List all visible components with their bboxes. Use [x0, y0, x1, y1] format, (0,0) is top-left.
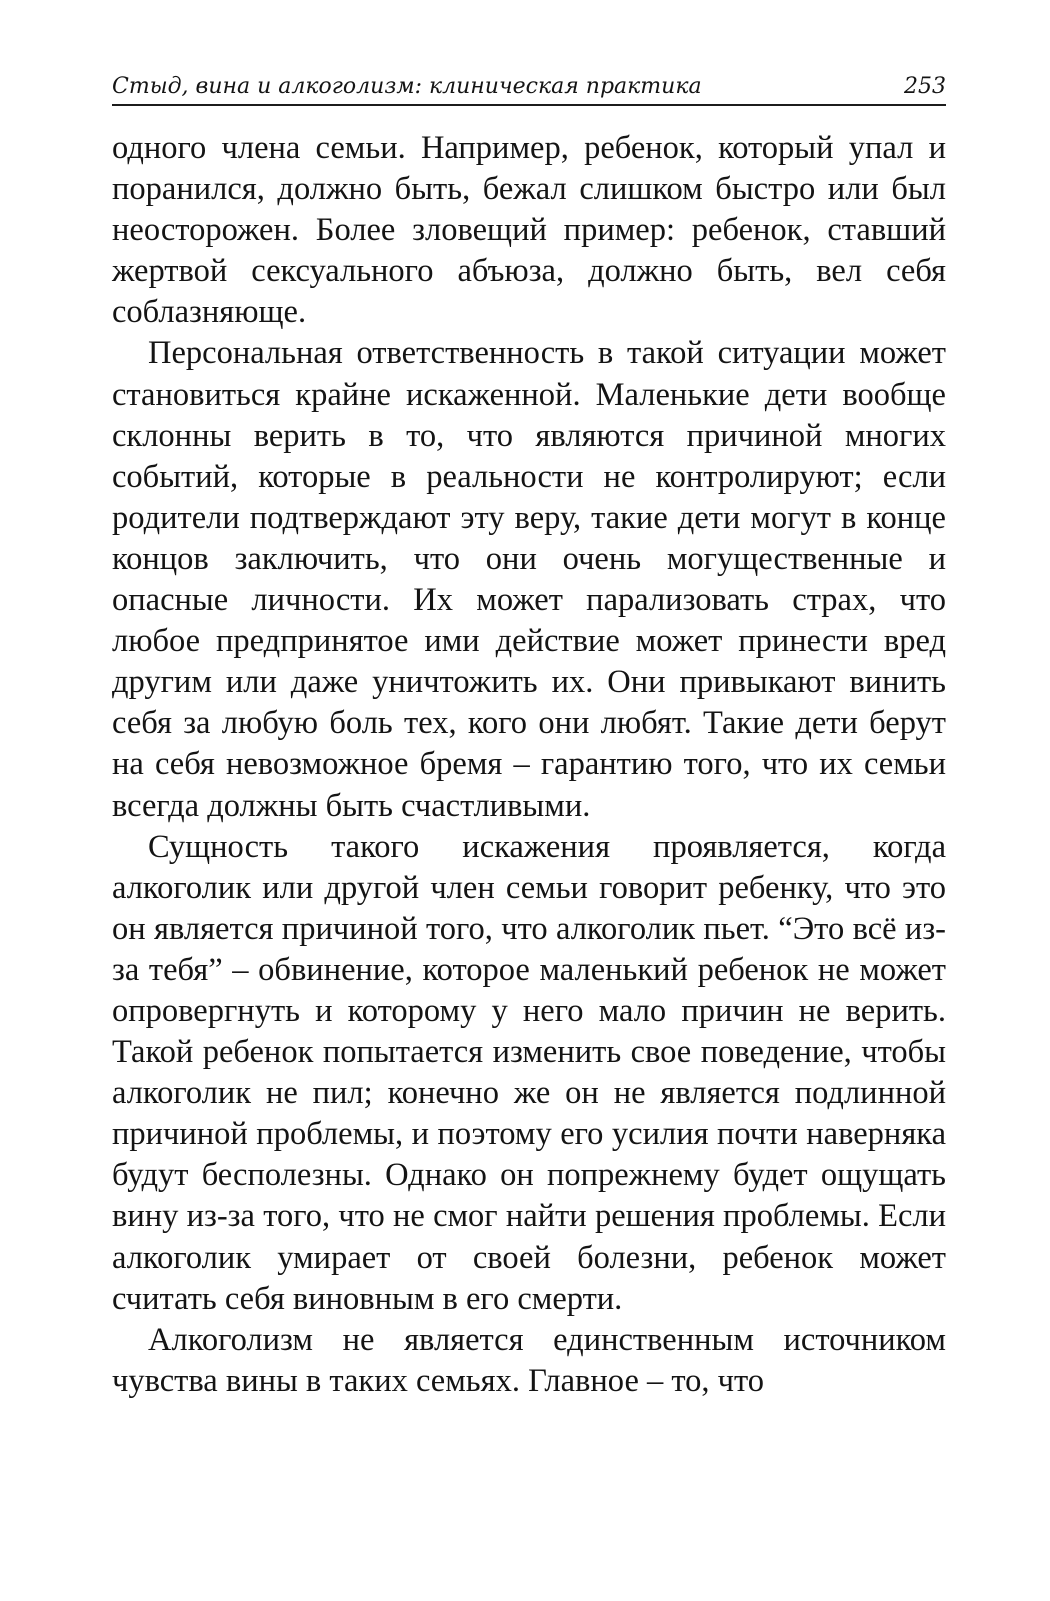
paragraph-continued: одного члена семьи. Например, ребенок, который упал и поранился, должно быть, бежал слишком быстро или был неосторожен. Более зловещий пример: ребенок, ставший жертвой сексуального абъюза, должно быть, вел себя соблазняюще. [112, 130, 946, 331]
running-header-title: Стыд, вина и алкоголизм: клиническая практика [112, 74, 702, 99]
header-rule [112, 104, 946, 106]
paragraph: Сущность такого искажения проявляется, когда алкоголик или другой член семьи говорит ребенку, что это он является причиной того, что алкоголик пьет. “Это всё из-за тебя” – обвинение, которое маленький ребенок не может опровергнуть и которому у него мало причин не верить. Такой ребенок попытается изменить свое поведение, чтобы алкоголик не пил; конечно же он не является подлинной причиной проблемы, и поэтому его усилия почти наверняка будут бесполезны. Однако он попрежнему будет ощущать вину из-за того, что не смог найти решения проблемы. Если алкоголик умирает от своей болезни, ребенок может считать себя виновным в его смерти. [112, 828, 946, 1317]
paragraph: Персональная ответственность в такой ситуации может становиться крайне искаженной. Маленькие дети вообще склонны верить в то, что являются причиной многих событий, которые в реальности не контролируют; если родители подтверждают эту веру, такие дети могут в конце концов заключить, что они очень могущественные и опасные личности. Их может парализовать страх, что любое предпринятое ими действие может принести вред другим или даже уничтожить их. Они привыкают винить себя за любую боль тех, кого они любят. Такие дети берут на себя невозможное бремя – гарантию того, что их семьи всегда должны быть счастливыми. [112, 335, 946, 824]
paragraph: Алкоголизм не является единственным источником чувства вины в таких семьях. Главное – то, что [112, 1321, 946, 1399]
running-header [112, 64, 946, 108]
body-text [112, 128, 946, 1402]
page-number: 253 [904, 74, 946, 99]
